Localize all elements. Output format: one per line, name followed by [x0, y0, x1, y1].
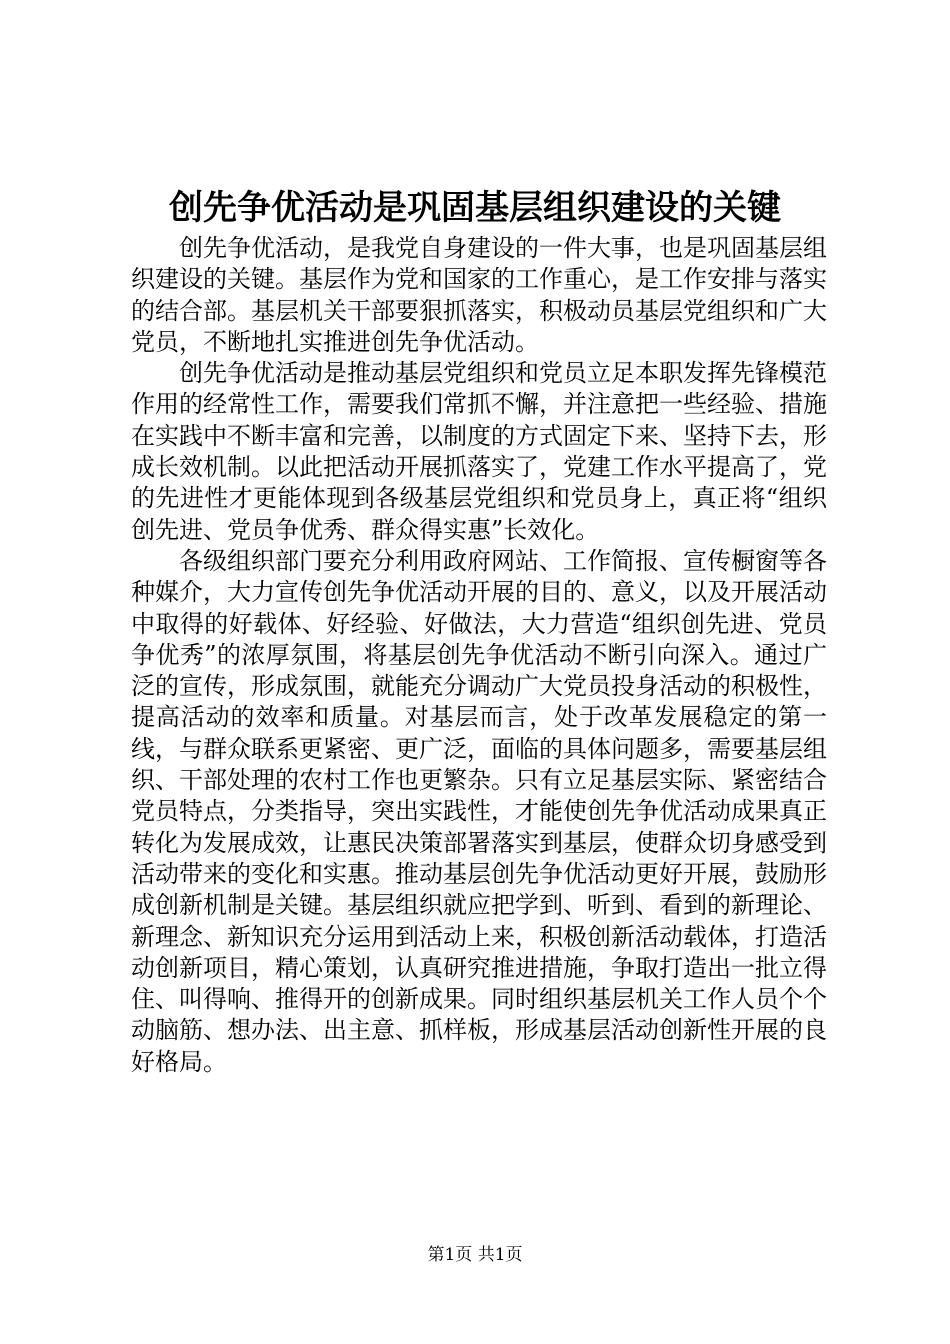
page-footer: 第1页 共1页 — [427, 1245, 523, 1265]
paragraph-2: 创先争优活动是推动基层党组织和党员立足本职发挥先锋模范作用的经常性工作，需要我们常抓不懈，并注意把一些经验、措施在实践中不断丰富和完善，以制度的方式固定下来、坚持下去，形成长效机制。以此把活动开展抓落实了，党建工作水平提高了，党的先进性才更能体现到各级基层党组织和党员身上，真正将“组织创先进、党员争优秀、群众得实惠”长效化。 — [131, 359, 827, 544]
paragraph-1: 创先争优活动，是我党自身建设的一件大事，也是巩固基层组织建设的关键。基层作为党和国家的工作重心，是工作安排与落实的结合部。基层机关干部要狠抓落实，积极动员基层党组织和广大党员，不断地扎实推进创先争优活动。 — [131, 234, 827, 356]
document-body — [131, 233, 827, 1078]
page-title: 创先争优活动是巩固基层组织建设的关键 — [169, 188, 781, 228]
paragraph-3: 各级组织部门要充分利用政府网站、工作简报、宣传橱窗等各种媒介，大力宣传创先争优活动开展的目的、意义，以及开展活动中取得的好载体、好经验、好做法，大力营造“组织创先进、党员争优秀”的浓厚氛围，将基层创先争优活动不断引向深入。通过广泛的宣传，形成氛围，就能充分调动广大党员投身活动的积极性，提高活动的效率和质量。对基层而言，处于改革发展稳定的第一线，与群众联系更紧密、更广泛，面临的具体问题多，需要基层组织、干部处理的农村工作也更繁杂。只有立足基层实际、紧密结合党员特点，分类指导，突出实践性，才能使创先争优活动成果真正转化为发展成效，让惠民决策部署落实到基层，使群众切身感受到活动带来的变化和实惠。推动基层创先争优活动更好开展，鼓励形成创新机制是关键。基层组织就应把学到、听到、看到的新理论、新理念、新知识充分运用到活动上来，积极创新活动载体，打造活动创新项目，精心策划，认真研究推进措施，争取打造出一批立得住、叫得响、推得开的创新成果。同时组织基层机关工作人员个个动脑筋、想办法、出主意、抓样板，形成基层活动创新性开展的良好格局。 — [131, 546, 827, 1076]
